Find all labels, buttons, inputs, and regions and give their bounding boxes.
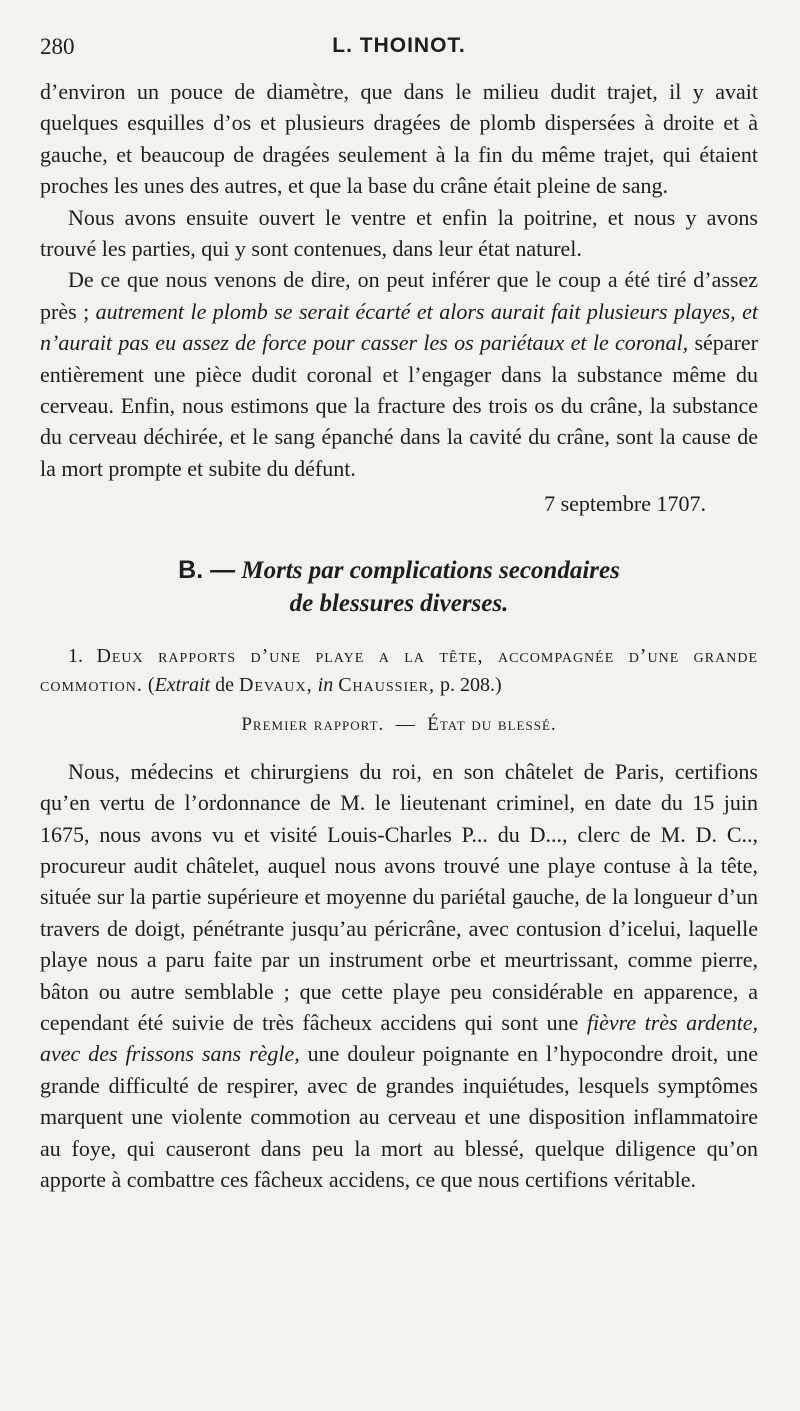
paragraph-4-italic: fièvre très ardente, avec des frissons sans règle, <box>40 1009 759 1067</box>
paragraph-4 <box>40 756 758 1196</box>
paragraph-1: d’environ un pouce de diamètre, que dans le milieu dudit trajet, il y avait quelques esquilles d’os et plusieurs dragées de plomb dispersées à droite et à gauche, et beaucoup de dragées seulement à la fin du même trajet, qui étaient proches les unes des autres, et que la base du crâne était pleine de sang. <box>40 79 758 199</box>
author-devaux: Devaux, <box>239 673 313 696</box>
page-reference: p. 208.) <box>440 673 502 696</box>
paragraph-3-text-1: De ce que nous venons de dire, on peut inférer que le coup a été tiré d’assez près ; <box>40 267 758 324</box>
paragraph-3-italic: autrement le plomb se serait écarté et alors aurait fait plusieurs playes, et n’aurait pas eu assez de force pour casser les os pariétaux et le coronal, <box>40 298 758 356</box>
page-number: 280 <box>40 34 75 59</box>
subtitle-dash: — <box>395 713 416 735</box>
running-title: L. THOINOT. <box>332 34 466 57</box>
section-title-line-2: de blessures diverses. <box>289 589 509 617</box>
author-chaussier: Chaussier, <box>338 673 435 696</box>
report-title: Deux rapports d’une playe a la tête, accompagnée d’une grande commotion. <box>40 644 759 696</box>
report-heading <box>40 642 758 700</box>
in-word: in <box>317 673 334 696</box>
de-word: de <box>215 673 234 696</box>
section-title-line-1: Morts par complications secondaires <box>241 556 620 584</box>
first-report-label: Premier rapport. <box>241 713 385 735</box>
section-title <box>40 554 758 620</box>
extrait-word: Extrait <box>154 673 211 696</box>
first-report-subtitle <box>40 714 758 736</box>
section-letter: B. — <box>178 555 236 584</box>
open-paren: ( <box>147 673 155 696</box>
paragraph-3-text-2: séparer entièrement une pièce dudit coronal et l’engager dans la substance même du cerveau. Enfin, nous estimons que la fracture des trois os du crâne, la substance du cerveau déchirée, et le sang épanché dans la cavité du crâne, sont la cause de la mort prompte et subite du défunt. <box>40 330 758 481</box>
patient-state-label: État du blessé. <box>427 713 557 735</box>
paragraph-4-text-2: une douleur poignante en l’hypocondre droit, une grande difficulté de respirer, avec de grandes inquiétudes, lesquels symptômes marquent une violente commotion au cerveau et une disposition inflammatoire au foye, qui causeront dans peu la mort au blessé, quelque diligence qu’on apporte à combattre ces fâcheux accidens, ce que nous certifions véritable. <box>40 1041 758 1192</box>
date-line: 7 septembre 1707. <box>544 491 706 517</box>
paragraph-4-text-1: Nous, médecins et chirurgiens du roi, en son châtelet de Paris, certifions qu’en vertu de l’ordonnance de M. le lieutenant criminel, en date du 15 juin 1675, nous avons vu et visité Louis-Charles P... du D..., clerc de M. D. C.., procureur audit châtelet, auquel nous avons trouvé une playe contuse à la tête, située sur la partie supérieure et moyenne du pariétal gauche, de la longueur d’un travers de doigt, pénétrante jusqu’au péricrâne, avec contusion d’icelui, laquelle playe nous a paru faite par un instrument orbe et meurtrissant, comme pierre, bâton ou autre semblable ; que cette playe peu considérable en apparence, a cependant été suivie de très fâcheux accidens qui sont une <box>40 758 758 1035</box>
paragraph-2: Nous avons ensuite ouvert le ventre et enfin la poitrine, et nous y avons trouvé les parties, qui y sont contenues, dans leur état naturel. <box>40 204 758 262</box>
paragraph-3 <box>40 264 758 484</box>
running-head <box>40 28 758 76</box>
report-number: 1. <box>68 644 83 667</box>
